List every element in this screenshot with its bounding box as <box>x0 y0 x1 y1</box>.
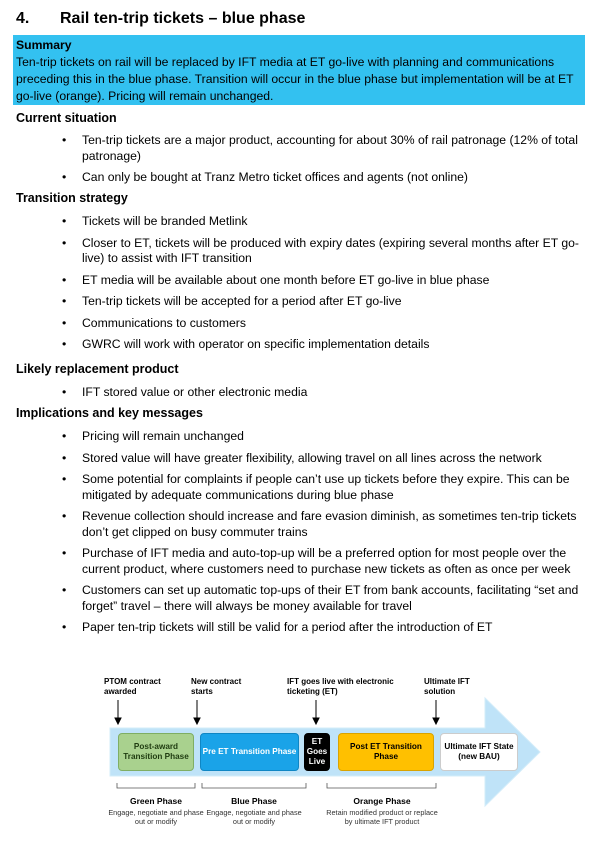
list-item: • Customers can set up automatic top-ups of their ET from bank accounts, facilitating “set and forget” travel – there will always be money available for travel <box>16 583 588 614</box>
implications-list <box>16 429 588 642</box>
orange-phase-bracket <box>327 783 436 788</box>
green-phase-name: Green Phase <box>130 796 182 806</box>
milestone-ift-live-label: IFT goes live with electronic ticketing (ET) <box>287 677 394 696</box>
post-et-phase-box: Post ET Transition Phase <box>338 733 434 771</box>
et-live-box: ET Goes Live <box>304 733 330 771</box>
list-item: • Revenue collection should increase and fare evasion diminish, as sometimes ten-trip tickets don’t get clipped on busy commuter trains <box>16 509 588 540</box>
milestone-new-contract-label: New contract starts <box>191 677 242 696</box>
post-award-phase-box: Post-award Transition Phase <box>118 733 194 771</box>
milestone-arrowhead <box>194 718 200 724</box>
summary-title: Summary <box>16 38 72 52</box>
ultimate-state-box: Ultimate IFT State (new BAU) <box>440 733 518 771</box>
list-item: • Some potential for complaints if people can’t use up tickets before they expire. This can be mitigated by adequate communications during blue phase <box>16 472 588 503</box>
list-item: • Paper ten-trip tickets will still be valid for a period after the introduction of ET <box>16 620 588 636</box>
summary-text: Ten-trip tickets on rail will be replaced by IFT media at ET go-live with planning and communications preceding this in the blue phase. Transition will occur in the blue phase but implementation will be at ET go-live (orange). Pricing will remain unchanged. <box>16 55 574 103</box>
current-situation-list <box>16 133 588 192</box>
green-phase-bracket <box>117 783 195 788</box>
replacement-product-list <box>16 385 588 407</box>
blue-phase-bracket <box>202 783 306 788</box>
phase-diagram <box>0 670 599 845</box>
list-item: • Purchase of IFT media and auto-top-up will be a preferred option for most people over the current product, where customers need to purchase new tickets as often as once per week <box>16 546 588 577</box>
list-item: • IFT stored value or other electronic media <box>16 385 588 401</box>
milestone-ptom-label: PTOM contract awarded <box>104 677 161 696</box>
section-number: 4. <box>16 10 30 27</box>
list-item: • Pricing will remain unchanged <box>16 429 588 445</box>
milestone-ultimate-label: Ultimate IFT solution <box>424 677 470 696</box>
list-item: • Closer to ET, tickets will be produced with expiry dates (expiring several months after ET go-live) to assist with IFT transition <box>16 236 588 267</box>
list-item: • Ten-trip tickets are a major product, accounting for about 30% of rail patronage (12% of total patronage) <box>16 133 588 164</box>
replacement-product-heading: Likely replacement product <box>16 362 179 376</box>
section-title: Rail ten-trip tickets – blue phase <box>60 10 306 27</box>
list-item: • Can only be bought at Tranz Metro ticket offices and agents (not online) <box>16 170 588 186</box>
orange-phase-desc: Retain modified product or replace by ultimate IFT product <box>326 808 438 826</box>
list-item: • Tickets will be branded Metlink <box>16 214 588 230</box>
milestone-arrowhead <box>433 718 439 724</box>
current-situation-heading: Current situation <box>16 111 117 125</box>
implications-heading: Implications and key messages <box>16 406 203 420</box>
milestone-arrowhead <box>115 718 121 724</box>
list-item: • ET media will be available about one month before ET go-live in blue phase <box>16 273 588 289</box>
list-item: • Communications to customers <box>16 316 588 332</box>
blue-phase-desc: Engage, negotiate and phase out or modify <box>206 808 302 826</box>
milestone-arrowhead <box>313 718 319 724</box>
pre-et-phase-box: Pre ET Transition Phase <box>200 733 299 771</box>
list-item: • GWRC will work with operator on specific implementation details <box>16 337 588 353</box>
list-item: • Stored value will have greater flexibility, allowing travel on all lines across the network <box>16 451 588 467</box>
blue-phase-name: Blue Phase <box>231 796 277 806</box>
transition-strategy-heading: Transition strategy <box>16 191 128 205</box>
transition-strategy-list <box>16 214 588 359</box>
orange-phase-name: Orange Phase <box>353 796 411 806</box>
summary-box <box>13 35 585 105</box>
green-phase-desc: Engage, negotiate and phase out or modify <box>108 808 204 826</box>
list-item: • Ten-trip tickets will be accepted for a period after ET go-live <box>16 294 588 310</box>
section-heading <box>16 10 305 28</box>
